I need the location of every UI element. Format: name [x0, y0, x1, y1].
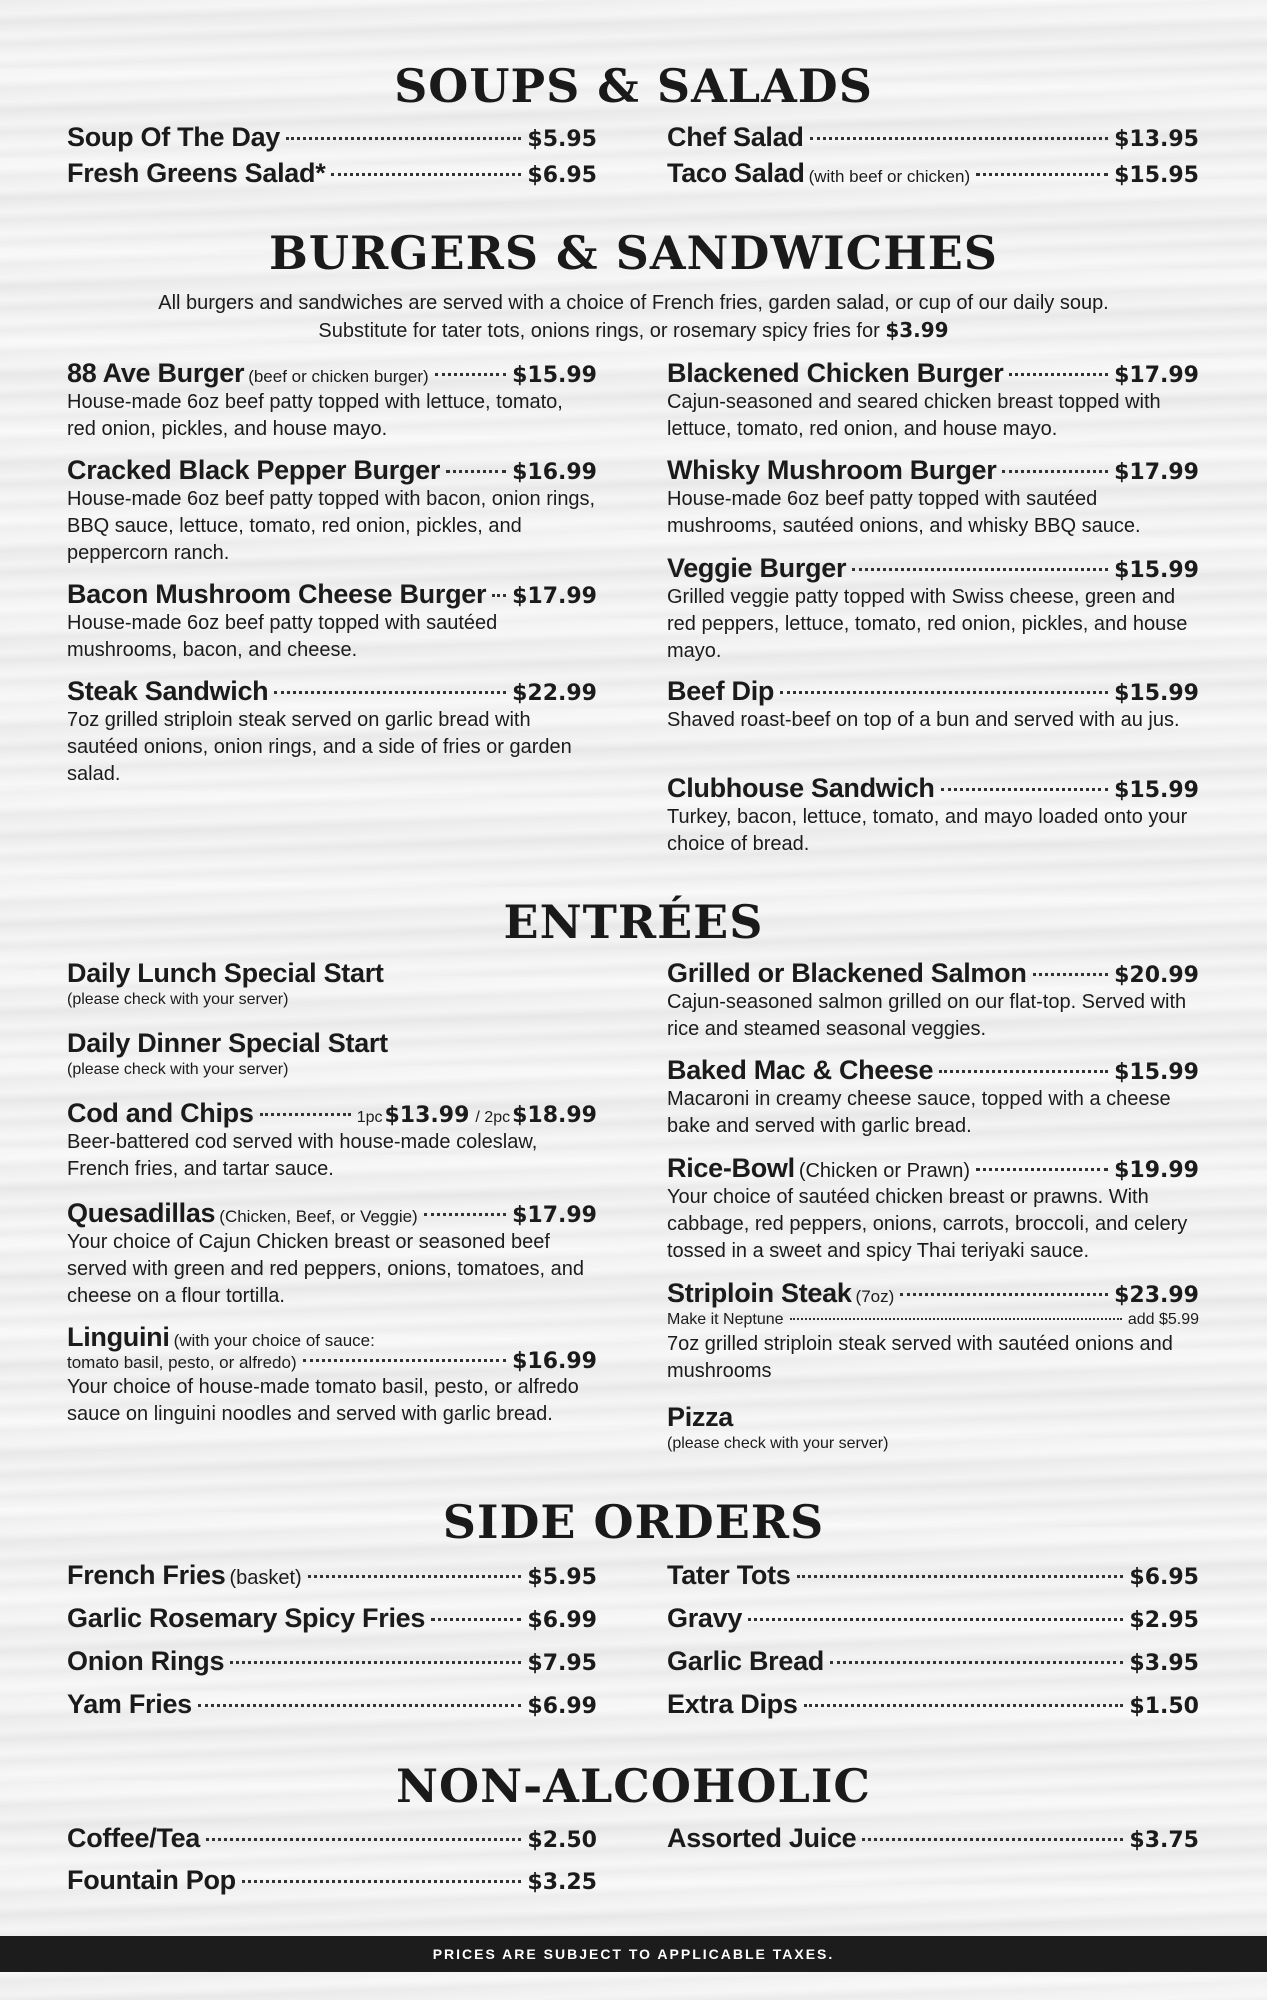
item-name: Assorted Juice — [667, 1823, 857, 1853]
menu-item — [667, 553, 1199, 665]
item-price: $15.99 — [1114, 778, 1199, 803]
dot-leader — [286, 137, 521, 140]
menu-item — [667, 773, 1199, 858]
entrees-heading: ENTRÉES — [503, 895, 764, 949]
item-name: Extra Dips — [667, 1689, 798, 1719]
dot-leader — [830, 1661, 1123, 1664]
item-price: $2.95 — [1129, 1608, 1199, 1633]
burgers-intro-line-1: All burgers and sandwiches are served with a choice of French fries, garden salad, or cup of our daily soup. — [158, 292, 1109, 314]
item-name: Fresh Greens Salad* — [67, 158, 326, 188]
item-price: $17.99 — [512, 584, 597, 609]
dot-leader — [303, 1359, 506, 1362]
item-subnote: (please check with your server) — [667, 1435, 889, 1452]
menu-item — [667, 1278, 1199, 1385]
item-note: (Chicken or Prawn) — [798, 1160, 970, 1182]
menu-item — [667, 122, 1199, 153]
menu-item — [667, 1402, 1199, 1455]
menu-item — [67, 1028, 597, 1081]
side-orders-heading: SIDE ORDERS — [442, 1495, 825, 1549]
item-note: (Chicken, Beef, or Veggie) — [219, 1207, 418, 1226]
item-name: Chef Salad — [667, 122, 804, 152]
item-subnote: (please check with your server) — [67, 991, 289, 1008]
item-price: $15.99 — [1114, 681, 1199, 706]
menu-item — [67, 1646, 597, 1677]
item-name: 88 Ave Burger — [67, 358, 245, 388]
menu-item — [667, 455, 1199, 540]
dot-leader — [1009, 373, 1108, 376]
menu-item — [67, 358, 597, 443]
item-name: Onion Rings — [67, 1646, 225, 1676]
item-name: Gravy — [667, 1603, 743, 1633]
item-name: Bacon Mushroom Cheese Burger — [67, 579, 487, 609]
item-price: $15.99 — [1114, 1060, 1199, 1085]
item-description: Cajun-seasoned and seared chicken breast topped with lettuce, tomato, red onion, and house mayo. — [667, 391, 1161, 440]
burgers-intro-line-2 — [0, 317, 1267, 345]
dot-leader — [976, 173, 1108, 176]
item-price-1pc: $13.99 — [384, 1103, 470, 1128]
menu-item — [67, 579, 597, 664]
item-name: Clubhouse Sandwich — [667, 773, 935, 803]
item-name: Tater Tots — [667, 1560, 791, 1590]
menu-item — [667, 1823, 1199, 1854]
addon-label: Make it Neptune — [667, 1311, 784, 1328]
item-name: Veggie Burger — [667, 553, 847, 583]
item-price: $2.50 — [527, 1828, 597, 1853]
item-price: $6.95 — [1129, 1565, 1199, 1590]
item-price-2pc: $18.99 — [512, 1103, 597, 1128]
item-name: Soup Of The Day — [67, 122, 281, 152]
menu-item — [67, 1823, 597, 1854]
menu-item — [67, 455, 597, 567]
item-name: Grilled or Blackened Salmon — [667, 958, 1027, 988]
menu-item — [67, 158, 597, 189]
item-price: $16.99 — [512, 1349, 597, 1374]
item-description: Your choice of Cajun Chicken breast or seasoned beef served with green and red peppers, onions, tomatoes, and cheese on a flour tortilla. — [67, 1231, 584, 1307]
item-description: House-made 6oz beef patty topped with sautéed mushrooms, bacon, and cheese. — [67, 612, 498, 661]
item-name: Whisky Mushroom Burger — [667, 455, 997, 485]
item-name: Cod and Chips — [67, 1098, 254, 1128]
dot-leader — [790, 1318, 1122, 1320]
item-note-continued: tomato basil, pesto, or alfredo) — [67, 1353, 297, 1372]
dot-leader — [424, 1213, 506, 1216]
item-price: $17.99 — [1114, 460, 1199, 485]
item-name: Beef Dip — [667, 676, 775, 706]
item-name: French Fries — [67, 1560, 226, 1590]
dot-leader — [260, 1113, 351, 1116]
item-name: Coffee/Tea — [67, 1823, 201, 1853]
menu-item — [667, 1560, 1199, 1591]
dot-leader — [780, 691, 1108, 694]
item-note: (basket) — [229, 1567, 302, 1589]
menu-item — [667, 358, 1199, 443]
item-name: Blackened Chicken Burger — [667, 358, 1004, 388]
burgers-heading: BURGERS & SANDWICHES — [269, 226, 998, 280]
item-price: $22.99 — [512, 681, 597, 706]
dot-leader — [274, 691, 506, 694]
item-description: House-made 6oz beef patty topped with sautéed mushrooms, sautéed onions, and whisky BBQ sauce. — [667, 488, 1141, 537]
item-name: Garlic Rosemary Spicy Fries — [67, 1603, 426, 1633]
non-alcoholic-heading: NON-ALCOHOLIC — [396, 1759, 871, 1813]
addon-price: add $5.99 — [1127, 1311, 1199, 1328]
item-note: (beef or chicken burger) — [248, 367, 429, 386]
menu-item — [67, 958, 597, 1011]
dot-leader — [900, 1293, 1108, 1296]
dot-leader — [804, 1704, 1124, 1707]
item-name: Daily Lunch Special Start — [67, 958, 384, 988]
item-price: $16.99 — [512, 460, 597, 485]
item-name: Striploin Steak — [667, 1278, 852, 1308]
item-price: $6.99 — [527, 1694, 597, 1719]
menu-item — [67, 676, 597, 788]
item-price: $19.99 — [1114, 1158, 1199, 1183]
item-subnote: (please check with your server) — [67, 1061, 289, 1078]
item-description: Your choice of sautéed chicken breast or prawns. With cabbage, red peppers, onions, carrots, broccoli, and celery tossed in a sweet and spicy Thai teriyaki sauce. — [667, 1186, 1188, 1262]
item-description: Shaved roast-beef on top of a bun and served with au jus. — [667, 709, 1180, 731]
item-price: $7.95 — [527, 1651, 597, 1676]
dot-leader — [810, 137, 1109, 140]
item-name: Taco Salad — [667, 158, 805, 188]
menu-item — [667, 958, 1199, 1043]
dot-leader — [748, 1618, 1123, 1621]
item-price: $13.95 — [1114, 127, 1199, 152]
item-name: Linguini — [67, 1322, 170, 1352]
menu-item — [667, 676, 1199, 734]
dot-leader — [492, 594, 506, 597]
dot-leader — [862, 1838, 1123, 1841]
item-price: $5.95 — [527, 1565, 597, 1590]
item-price: $3.25 — [527, 1870, 597, 1895]
menu-item — [667, 1055, 1199, 1140]
menu-item — [67, 1560, 597, 1591]
item-name: Fountain Pop — [67, 1865, 236, 1895]
dot-leader — [431, 1618, 521, 1621]
intro-text: Substitute for tater tots, onions rings, or rosemary spicy fries for — [318, 320, 880, 342]
menu-item — [667, 1646, 1199, 1677]
dot-leader — [939, 1070, 1108, 1073]
dot-leader — [446, 470, 506, 473]
item-description: Turkey, bacon, lettuce, tomato, and mayo loaded onto your choice of bread. — [667, 806, 1188, 855]
item-name: Daily Dinner Special Start — [67, 1028, 388, 1058]
item-description: House-made 6oz beef patty topped with lettuce, tomato, red onion, pickles, and house mayo. — [67, 391, 563, 440]
dot-leader — [1002, 470, 1108, 473]
dot-leader — [941, 788, 1108, 791]
item-description: Cajun-seasoned salmon grilled on our flat-top. Served with rice and steamed seasonal veggies. — [667, 991, 1187, 1040]
dot-leader — [852, 568, 1108, 571]
intro-price: $3.99 — [885, 318, 949, 342]
item-note: (with your choice of sauce: — [173, 1331, 375, 1350]
item-price: $6.99 — [527, 1608, 597, 1633]
item-name: Baked Mac & Cheese — [667, 1055, 934, 1085]
menu-item — [67, 1603, 597, 1634]
menu-item — [67, 1098, 597, 1183]
item-description: Beer-battered cod served with house-made coleslaw, French fries, and tartar sauce. — [67, 1131, 538, 1180]
dot-leader — [198, 1704, 522, 1707]
item-name: Rice-Bowl — [667, 1153, 795, 1183]
menu-item — [67, 1322, 597, 1428]
menu-item — [667, 1689, 1199, 1720]
price-label-1pc: 1pc — [356, 1109, 383, 1126]
item-price: $15.99 — [1114, 558, 1199, 583]
item-name: Cracked Black Pepper Burger — [67, 455, 441, 485]
menu-item — [67, 1865, 597, 1896]
item-name: Steak Sandwich — [67, 676, 269, 706]
dot-leader — [242, 1880, 522, 1883]
item-name: Quesadillas — [67, 1198, 216, 1228]
item-price: $17.99 — [1114, 363, 1199, 388]
item-note: (with beef or chicken) — [808, 167, 971, 186]
item-price: $5.95 — [527, 127, 597, 152]
dot-leader — [1033, 973, 1109, 976]
item-price: $3.95 — [1129, 1651, 1199, 1676]
menu-item — [667, 1153, 1199, 1265]
item-price: $20.99 — [1114, 963, 1199, 988]
item-description: 7oz grilled striploin steak served on garlic bread with sautéed onions, onion rings, and a side of fries or garden salad. — [67, 709, 572, 785]
item-description: Grilled veggie patty topped with Swiss cheese, green and red peppers, lettuce, tomato, red onion, pickles, and house mayo. — [667, 586, 1188, 662]
item-name: Garlic Bread — [667, 1646, 824, 1676]
menu-item — [67, 1198, 597, 1310]
soups-salads-heading: SOUPS & SALADS — [394, 59, 873, 113]
item-price: $17.99 — [512, 1203, 597, 1228]
menu-item — [67, 1689, 597, 1720]
dot-leader — [230, 1661, 521, 1664]
item-description: 7oz grilled striploin steak served with sautéed onions and mushrooms — [667, 1333, 1173, 1382]
menu-item — [667, 158, 1199, 189]
item-price: $23.99 — [1114, 1283, 1199, 1308]
item-price: $1.50 — [1129, 1694, 1199, 1719]
dot-leader — [976, 1168, 1108, 1171]
item-description: Your choice of house-made tomato basil, pesto, or alfredo sauce on linguini noodles and served with garlic bread. — [67, 1376, 579, 1425]
item-description: House-made 6oz beef patty topped with bacon, onion rings, BBQ sauce, lettuce, tomato, red onion, pickles, and peppercorn ranch. — [67, 488, 596, 564]
dot-leader — [331, 173, 521, 176]
item-price: $15.99 — [512, 363, 597, 388]
dot-leader — [206, 1838, 521, 1841]
item-price: $6.95 — [527, 163, 597, 188]
item-name: Yam Fries — [67, 1689, 192, 1719]
dot-leader — [797, 1575, 1124, 1578]
dot-leader — [435, 373, 506, 376]
menu-item — [67, 122, 597, 153]
item-description: Macaroni in creamy cheese sauce, topped with a cheese bake and served with garlic bread. — [667, 1088, 1171, 1137]
item-name: Pizza — [667, 1402, 734, 1432]
price-label-2pc: / 2pc — [475, 1109, 511, 1126]
item-price: $15.95 — [1114, 163, 1199, 188]
item-price: $3.75 — [1129, 1828, 1199, 1853]
tax-notice-footer: PRICES ARE SUBJECT TO APPLICABLE TAXES. — [0, 1936, 1267, 1972]
dot-leader — [308, 1575, 522, 1578]
item-note: (7oz) — [855, 1287, 895, 1306]
menu-item — [667, 1603, 1199, 1634]
